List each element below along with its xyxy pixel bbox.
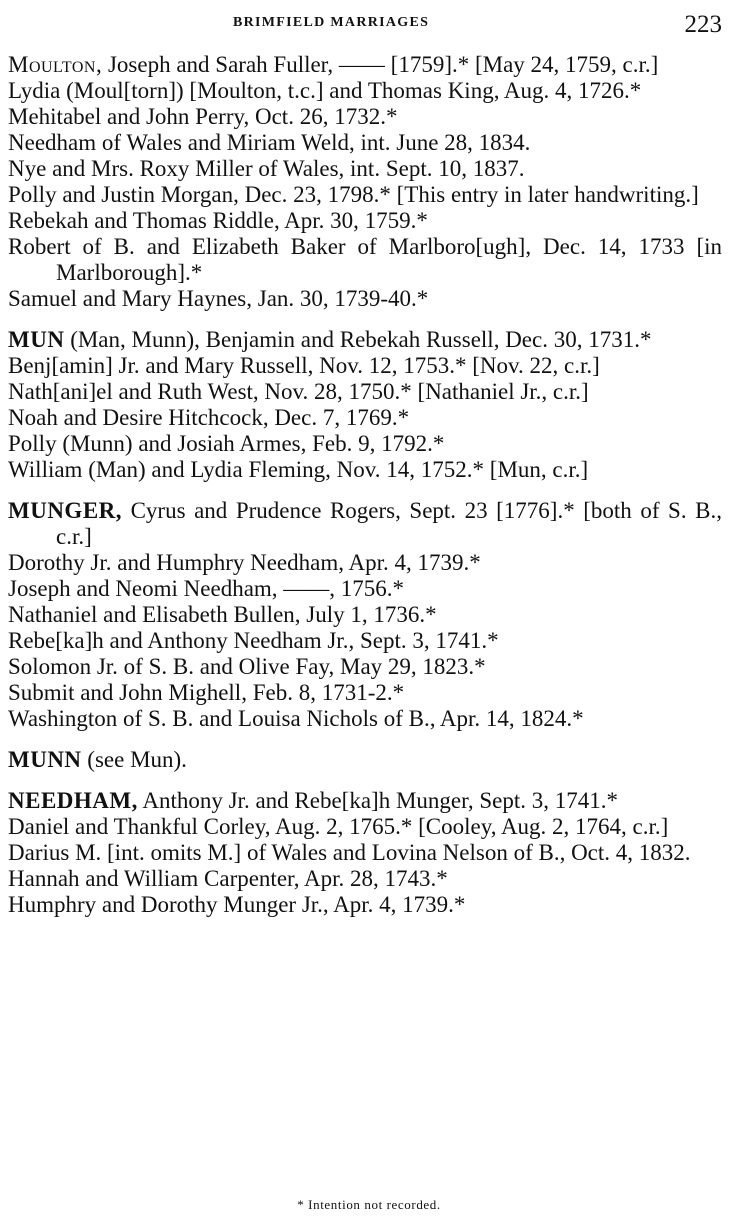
entry-text: Nye and Mrs. Roxy Miller of Wales, int. Sept. 10, 1837. [8, 156, 525, 181]
entry-text: Rebekah and Thomas Riddle, Apr. 30, 1759.* [8, 208, 428, 233]
marriage-entry [8, 379, 722, 405]
entry-text: Nath[ani]el and Ruth West, Nov. 28, 1750.* [Nathaniel Jr., c.r.] [8, 379, 589, 404]
entry-text: Polly and Justin Morgan, Dec. 23, 1798.* [This entry in later handwriting.] [8, 182, 699, 207]
marriage-entry [8, 286, 722, 312]
entry-text: Mehitabel and John Perry, Oct. 26, 1732.* [8, 104, 398, 129]
surname-entry [8, 52, 722, 78]
marriage-entry [8, 892, 722, 918]
entry-text: Joseph and Neomi Needham, ——, 1756.* [8, 576, 405, 601]
entry-text: Daniel and Thankful Corley, Aug. 2, 1765.* [Cooley, Aug. 2, 1764, c.r.] [8, 814, 669, 839]
surname-heading: Moulton, [8, 52, 103, 77]
marriage-entry [8, 550, 722, 576]
entry-text: Robert of B. and Elizabeth Baker of Marlboro[ugh], Dec. 14, 1733 [in Marlborough].* [8, 234, 722, 285]
entry-text: Noah and Desire Hitchcock, Dec. 7, 1769.* [8, 405, 410, 430]
marriage-entry [8, 431, 722, 457]
entry-text: Darius M. [int. omits M.] of Wales and Lovina Nelson of B., Oct. 4, 1832. [8, 840, 691, 865]
running-head [0, 11, 738, 39]
entry-text: Washington of S. B. and Louisa Nichols of B., Apr. 14, 1824.* [8, 706, 584, 731]
marriage-entry [8, 654, 722, 680]
entry-text: Needham of Wales and Miriam Weld, int. June 28, 1834. [8, 130, 531, 155]
marriage-entry [8, 866, 722, 892]
surname-heading: MUNN [8, 747, 82, 772]
entry-text: Hannah and William Carpenter, Apr. 28, 1743.* [8, 866, 448, 891]
entry-text: Benj[amin] Jr. and Mary Russell, Nov. 12, 1753.* [Nov. 22, c.r.] [8, 353, 600, 378]
entry-text: Lydia (Moul[torn]) [Moulton, t.c.] and Thomas King, Aug. 4, 1726.* [8, 78, 642, 103]
entry-text: Dorothy Jr. and Humphry Needham, Apr. 4, 1739.* [8, 550, 481, 575]
marriage-entry [8, 706, 722, 732]
entry-text: Anthony Jr. and Rebe[ka]h Munger, Sept. 3, 1741.* [137, 788, 618, 813]
surname-entry [8, 747, 722, 773]
marriage-entry [8, 602, 722, 628]
marriage-entry [8, 405, 722, 431]
entry-text: Samuel and Mary Haynes, Jan. 30, 1739-40.* [8, 286, 429, 311]
entry-text: Polly (Munn) and Josiah Armes, Feb. 9, 1792.* [8, 431, 445, 456]
marriage-entry [8, 457, 722, 483]
entry-text: (see Mun). [81, 747, 187, 772]
marriage-entry [8, 104, 722, 130]
marriage-entry [8, 628, 722, 654]
marriage-entries [8, 52, 722, 918]
entry-text: Rebe[ka]h and Anthony Needham Jr., Sept. 3, 1741.* [8, 628, 499, 653]
running-title: BRIMFIELD MARRIAGES [233, 15, 430, 30]
marriage-entry [8, 234, 722, 286]
surname-heading: MUNGER, [8, 498, 123, 523]
marriage-entry [8, 208, 722, 234]
marriage-entry [8, 156, 722, 182]
surname-heading: NEEDHAM, [8, 788, 138, 813]
marriage-entry [8, 814, 722, 840]
footnote: * Intention not recorded. [297, 1197, 441, 1212]
page-number: 223 [684, 11, 722, 38]
marriage-entry [8, 576, 722, 602]
surname-entry [8, 498, 722, 550]
marriage-entry [8, 680, 722, 706]
marriage-entry [8, 353, 722, 379]
marriage-entry [8, 182, 722, 208]
marriage-entry [8, 130, 722, 156]
marriage-entry [8, 78, 722, 104]
entry-text: Humphry and Dorothy Munger Jr., Apr. 4, 1739.* [8, 892, 466, 917]
surname-heading: MUN [8, 327, 65, 352]
entry-text: Cyrus and Prudence Rogers, Sept. 23 [1776].* [both of S. B., c.r.] [56, 498, 722, 549]
entry-text: Nathaniel and Elisabeth Bullen, July 1, 1736.* [8, 602, 437, 627]
surname-entry [8, 327, 722, 353]
surname-entry [8, 788, 722, 814]
entry-text: Solomon Jr. of S. B. and Olive Fay, May 29, 1823.* [8, 654, 486, 679]
entry-text: Submit and John Mighell, Feb. 8, 1731-2.* [8, 680, 405, 705]
marriage-entry [8, 840, 722, 866]
entry-text: Joseph and Sarah Fuller, —— [1759].* [May 24, 1759, c.r.] [102, 52, 659, 77]
entry-text: (Man, Munn), Benjamin and Rebekah Russell, Dec. 30, 1731.* [64, 327, 652, 352]
entry-text: William (Man) and Lydia Fleming, Nov. 14, 1752.* [Mun, c.r.] [8, 457, 589, 482]
